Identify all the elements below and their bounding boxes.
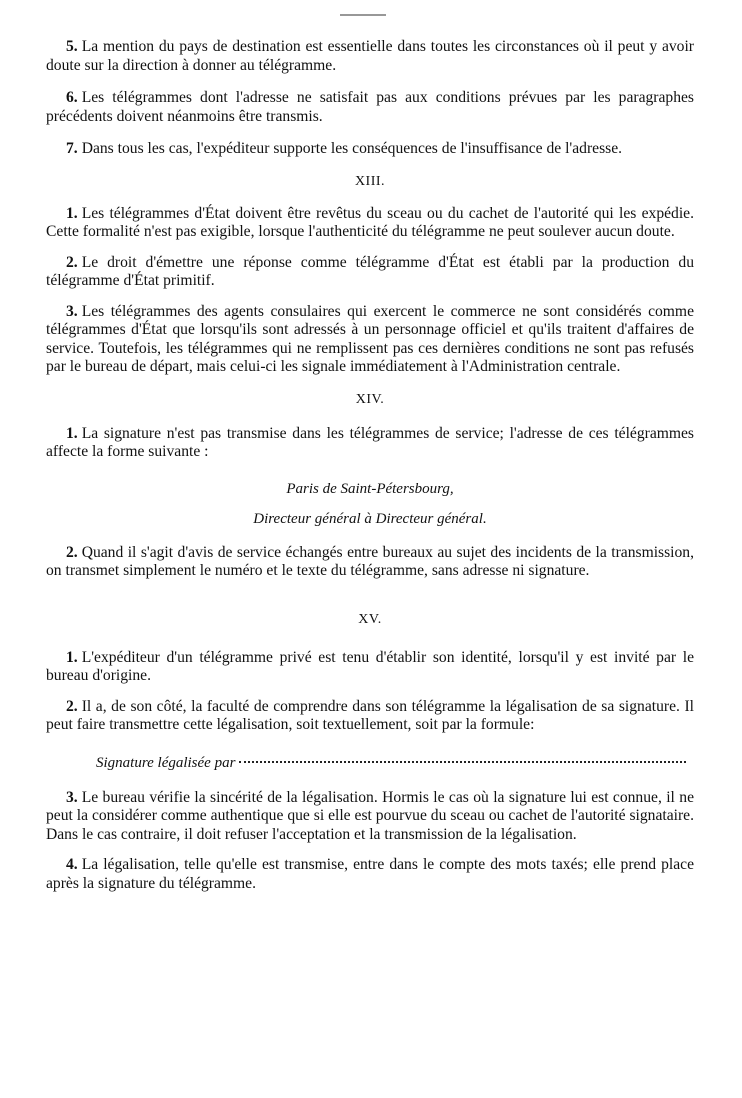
paragraph-number: 2. (66, 697, 78, 715)
paragraph-text: La mention du pays de destination est essentielle dans toutes les circonstances où il peut y avoir doute sur la direction à donner au télégramme. (46, 38, 694, 74)
section-heading-xv: XV. (358, 611, 382, 627)
signature-dotted-leader (239, 761, 686, 763)
signature-formula-text: Signature légalisée par (96, 754, 236, 771)
service-address-line-1: Paris de Saint-Pétersbourg, (286, 480, 454, 497)
section-heading-xiii: XIII. (354, 173, 386, 189)
paragraph-text: La légalisation, telle qu'elle est transmise, entre dans le compte des mots taxés; elle prend place après la signature du télégramme. (46, 856, 694, 892)
section-xv-paragraph-4 (46, 856, 694, 893)
section-heading-xiv: XIV. (355, 391, 385, 407)
section-xiv-paragraph-2 (46, 544, 694, 581)
paragraph-number: 1. (66, 424, 78, 442)
paragraph-number: 4. (66, 856, 78, 873)
paragraph-text: L'expéditeur d'un télégramme privé est tenu d'établir son identité, lorsqu'il y est invité par le bureau d'origine. (46, 648, 694, 684)
section-xv-paragraph-3 (46, 789, 694, 845)
section-xv-paragraph-1 (46, 649, 694, 686)
paragraph-text: Dans tous les cas, l'expéditeur supporte les conséquences de l'insuffisance de l'adresse. (81, 140, 623, 157)
paragraph-number: 1. (66, 648, 78, 666)
section-xiii-paragraph-1 (46, 205, 694, 242)
section-xiii-paragraph-3 (46, 303, 694, 377)
section-xv-paragraph-2 (46, 698, 694, 735)
paragraph-text: Quand il s'agit d'avis de service échangés entre bureaux au sujet des incidents de la transmission, on transmet simplement le numéro et le texte du télégramme, sans adresse ni signature. (46, 543, 694, 579)
paragraph-text: Le bureau vérifie la sincérité de la légalisation. Hormis le cas où la signature lui est connue, il ne peut la considérer comme authentique que si elle est pourvue du sceau ou cachet de l'autorité signataire. Dans le cas contraire, il doit refuser l'acceptation et la transmission de la légalisation. (46, 788, 694, 843)
paragraph-number: 1. (66, 204, 78, 222)
paragraph-number: 2. (66, 543, 78, 561)
paragraph-text: Il a, de son côté, la faculté de comprendre dans son télégramme la légalisation de sa signature. Il peut faire transmettre cette légalisation, soit textuellement, soit par la formule: (46, 697, 694, 733)
page-number-mark (340, 8, 386, 16)
paragraph-text: Le droit d'émettre une réponse comme télégramme d'État est établi par la production du télégramme d'État primitif. (46, 253, 694, 289)
signature-formula-line (96, 753, 686, 773)
paragraph-number: 6. (66, 89, 78, 106)
paragraph-text: Les télégrammes d'État doivent être revêtus du sceau ou du cachet de l'autorité qui les expédie. Cette formalité n'est pas exigible, lorsque l'authenticité du télégramme ne peut soulever aucun doute. (46, 204, 694, 240)
paragraph-number: 7. (66, 140, 78, 157)
paragraph-7 (46, 140, 694, 159)
service-address-line-2: Directeur général à Directeur général. (253, 510, 487, 527)
paragraph-number: 3. (66, 788, 78, 806)
paragraph-6 (46, 89, 694, 126)
paragraph-number: 3. (66, 302, 78, 320)
section-xiii-paragraph-2 (46, 254, 694, 291)
section-xiv-paragraph-1 (46, 425, 694, 462)
document-body (46, 30, 694, 893)
paragraph-text: Les télégrammes dont l'adresse ne satisfait pas aux conditions prévues par les paragraphes précédents doivent néanmoins être transmis. (46, 89, 694, 125)
paragraph-text: La signature n'est pas transmise dans les télégrammes de service; l'adresse de ces télégrammes affecte la forme suivante : (46, 424, 694, 460)
paragraph-5 (46, 38, 694, 75)
paragraph-text: Les télégrammes des agents consulaires qui exercent le commerce ne sont considérés comme télégrammes d'État que lorsqu'ils sont adressés à un personnage officiel et qu'ils traitent d'affaires de service. Toutefois, les télégrammes qui ne remplissent pas ces dernières conditions ne sont pas refusés par le bureau de départ, mais celui-ci les signale immédiatement à l'Administration centrale. (46, 302, 694, 375)
paragraph-number: 5. (66, 38, 78, 55)
paragraph-number: 2. (66, 253, 78, 271)
